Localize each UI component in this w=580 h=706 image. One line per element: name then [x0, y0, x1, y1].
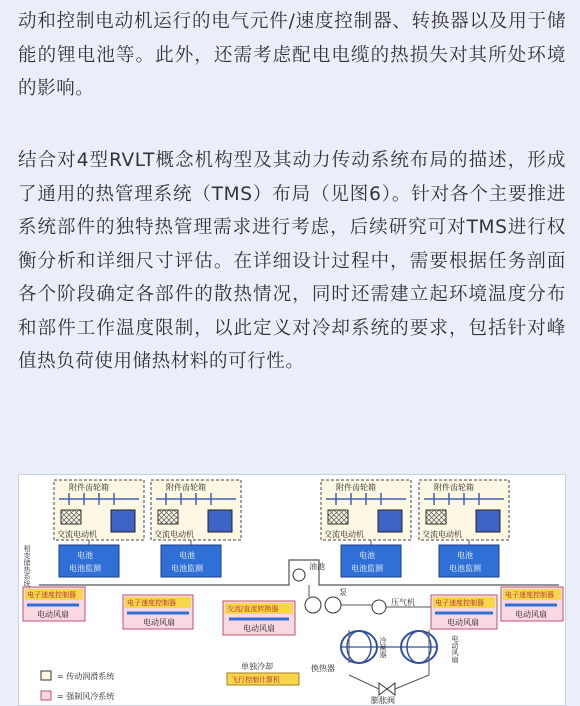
fan-vertical-label: 电动风扇	[451, 635, 459, 663]
legend-forced-air: = 强制风冷系统	[57, 692, 115, 701]
oil-tank	[293, 561, 325, 581]
battery-monitor-label: 电池监测	[69, 564, 101, 573]
pump-label: 泵	[339, 588, 347, 597]
oil-tank-label: 油池	[309, 562, 325, 571]
gearbox-unit-1	[54, 480, 144, 540]
gearbox-unit-3	[321, 480, 411, 540]
battery-label: 电池	[77, 551, 93, 560]
battery-monitor-label: 电池监测	[171, 564, 203, 573]
speed-controller-right-2	[501, 587, 563, 621]
battery-left-2	[161, 545, 221, 577]
speed-controller-label: 电子速度控制器	[27, 591, 76, 599]
legend	[41, 671, 114, 701]
electric-fan-label: 电动风扇	[243, 624, 275, 633]
expansion-valve	[371, 683, 395, 705]
battery-monitor-label: 电池监测	[449, 564, 481, 573]
pump	[305, 588, 347, 613]
converter-box	[223, 601, 295, 635]
phase-change-label: 相变储热系统	[23, 545, 31, 587]
battery-right-2	[439, 545, 499, 577]
tms-diagram	[19, 475, 565, 705]
flight-control-computer	[227, 673, 299, 685]
legend-lube: = 传动润滑系统	[57, 672, 115, 681]
compressor	[372, 597, 415, 614]
gearbox-label: 附件齿轮箱	[336, 483, 376, 492]
gearbox-label: 附件齿轮箱	[434, 483, 474, 492]
speed-controller-label: 电子速度控制器	[435, 599, 484, 607]
paragraph: 结合对4型RVLT概念机构型及其动力传动系统布局的描述，形成了通用的热管理系统（TMS）布局（见图6）。针对各个主要推进系统部件的独特热管理需求进行考虑，后续研究可对TMS进行权衡分析和详细尺寸评估。在详细设计过程中，需要根据任务剖面各个阶段确定各部件的散热情况，同时还需建立起环境温度分布和部件工作温度限制，以此定义对冷却系统的要求，包括针对峰值热负荷使用储热材料的可行性。	[18, 150, 566, 372]
electric-fan-label: 电动风扇	[515, 610, 547, 619]
speed-controller-right-1	[431, 595, 497, 629]
battery-right-1	[341, 545, 401, 577]
battery-label: 电池	[359, 551, 375, 560]
converter-label: 交流/直流转换器	[227, 605, 279, 613]
ac-motor-label: 交流电动机	[57, 530, 97, 539]
heat-exchanger-label: 换热器	[311, 664, 335, 673]
cooling-coil	[341, 631, 437, 663]
speed-controller-label: 电子速度控制器	[505, 591, 554, 599]
paragraph: 动和控制电动机运行的电气元件/速度控制器、转换器以及用于储能的锂电池等。此外，还需考虑配电电缆的热损失对其所处环境的影响。	[18, 11, 566, 99]
battery-monitor-label: 电池监测	[351, 564, 383, 573]
battery-left-1	[59, 545, 119, 577]
ac-motor-label: 交流电动机	[422, 530, 462, 539]
speed-controller-left-1	[23, 587, 85, 621]
battery-label: 电池	[179, 551, 195, 560]
battery-label: 电池	[457, 551, 473, 560]
tms-layout-figure	[18, 474, 566, 706]
electric-fan-label: 电动风扇	[143, 618, 175, 627]
standalone-cooling-label: 单独冷却	[241, 662, 273, 671]
speed-controller-label: 电子速度控制器	[127, 599, 176, 607]
gearbox-unit-4	[419, 480, 509, 540]
flight-control-label: 飞行控制计算机	[231, 676, 280, 684]
cold-plate-label: 冷凝器	[379, 637, 387, 658]
ac-motor-label: 交流电动机	[324, 530, 364, 539]
expansion-valve-label: 膨胀阀	[371, 696, 395, 705]
electric-fan-label: 电动风扇	[447, 618, 479, 627]
gearbox-label: 附件齿轮箱	[166, 483, 206, 492]
electric-fan-label: 电动风扇	[37, 610, 69, 619]
gearbox-label: 附件齿轮箱	[69, 483, 109, 492]
speed-controller-left-2	[123, 595, 193, 629]
compressor-label: 压气机	[391, 598, 415, 607]
ac-motor-label: 交流电动机	[154, 530, 194, 539]
gearbox-unit-2	[151, 480, 241, 540]
